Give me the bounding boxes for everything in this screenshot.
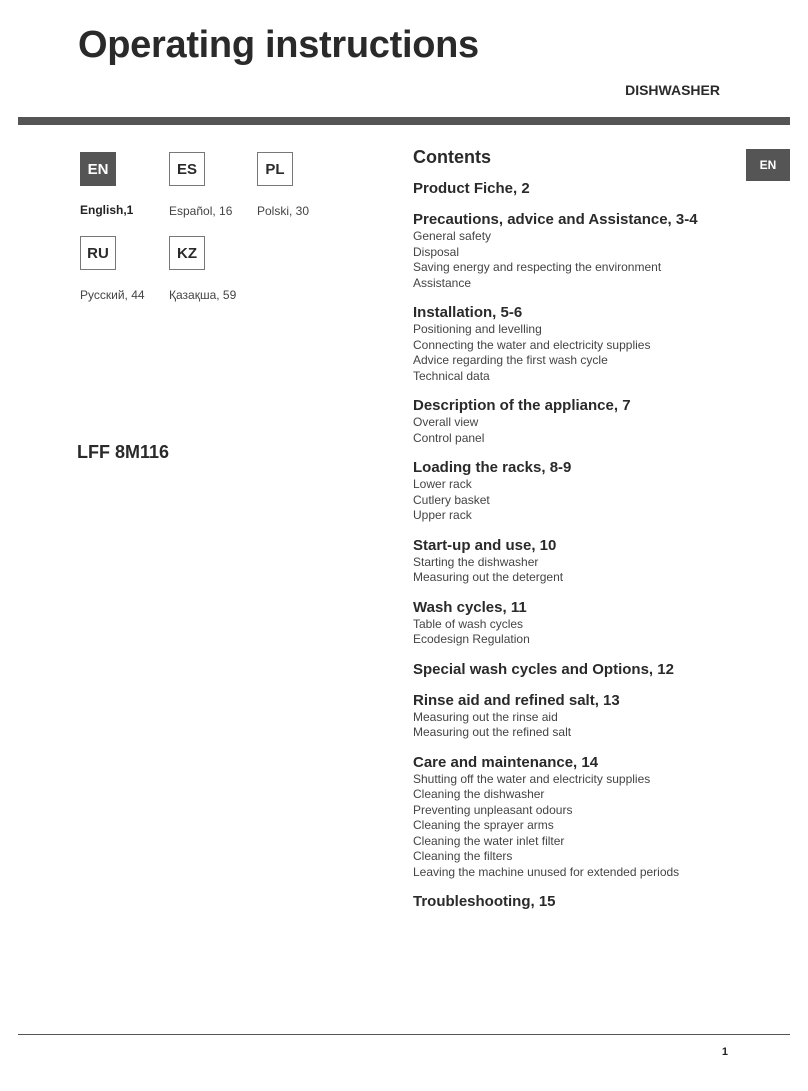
- language-caption-ru: Русский, 44: [80, 288, 145, 302]
- language-box-es[interactable]: ES: [169, 152, 205, 186]
- contents-section-heading[interactable]: Special wash cycles and Options, 12: [413, 660, 674, 678]
- contents-section-heading[interactable]: Wash cycles, 11: [413, 598, 527, 616]
- contents-subitem[interactable]: Starting the dishwasher: [413, 554, 539, 569]
- contents-section-heading[interactable]: Description of the appliance, 7: [413, 397, 631, 414]
- page-title: Operating instructions: [78, 24, 479, 66]
- contents-subitem[interactable]: Upper rack: [413, 508, 472, 522]
- contents-section: [413, 754, 733, 881]
- contents-subitem[interactable]: Cleaning the water inlet filter: [413, 833, 565, 848]
- contents-subitem[interactable]: Cutlery basket: [413, 492, 490, 507]
- contents-section-heading[interactable]: Loading the racks, 8-9: [413, 459, 572, 476]
- header-divider: [18, 117, 790, 125]
- contents-subitem[interactable]: Saving energy and respecting the environment: [413, 260, 662, 274]
- contents-subitem[interactable]: Cleaning the filters: [413, 849, 513, 863]
- language-box-ru[interactable]: RU: [80, 236, 116, 270]
- contents-section: [413, 211, 733, 291]
- contents-subitem[interactable]: Leaving the machine unused for extended periods: [413, 864, 680, 879]
- contents-subitem[interactable]: Connecting the water and electricity supplies: [413, 337, 651, 352]
- contents-subitem[interactable]: Preventing unpleasant odours: [413, 802, 573, 817]
- contents-section: [413, 661, 733, 679]
- contents-subitem[interactable]: Measuring out the detergent: [413, 570, 564, 584]
- language-box-pl[interactable]: PL: [257, 152, 293, 186]
- contents-subitem[interactable]: Shutting off the water and electricity supplies: [413, 771, 651, 786]
- contents-section: [413, 304, 733, 384]
- contents-section: [413, 692, 733, 741]
- contents-section: [413, 893, 733, 911]
- contents-subitem[interactable]: Positioning and levelling: [413, 322, 542, 336]
- language-caption-es: Español, 16: [169, 204, 233, 218]
- contents-subitem[interactable]: Control panel: [413, 430, 485, 445]
- contents-subitem[interactable]: Disposal: [413, 244, 460, 259]
- contents-section-heading[interactable]: Troubleshooting, 15: [413, 893, 556, 910]
- page-number: 1: [721, 1046, 728, 1058]
- contents-subitem[interactable]: Lower rack: [413, 477, 472, 491]
- contents-subitem[interactable]: Measuring out the rinse aid: [413, 709, 558, 724]
- contents-subitem[interactable]: Assistance: [413, 275, 472, 290]
- contents-subitem[interactable]: Overall view: [413, 415, 479, 429]
- language-caption-kz: Қазақша, 59: [169, 288, 237, 302]
- contents-section-heading[interactable]: Installation, 5-6: [413, 304, 523, 321]
- contents-section: [413, 459, 733, 524]
- contents-subitem[interactable]: Advice regarding the first wash cycle: [413, 353, 608, 367]
- contents-section-heading[interactable]: Care and maintenance, 14: [413, 753, 599, 771]
- table-of-contents: [413, 147, 733, 924]
- contents-section: [413, 599, 733, 648]
- contents-section: [413, 180, 733, 198]
- contents-section-heading[interactable]: Product Fiche, 2: [413, 180, 530, 197]
- contents-section: [413, 537, 733, 586]
- contents-subitem[interactable]: Cleaning the dishwasher: [413, 787, 545, 801]
- language-box-kz[interactable]: KZ: [169, 236, 205, 270]
- contents-subitem[interactable]: Cleaning the sprayer arms: [413, 818, 554, 832]
- contents-subitem[interactable]: Ecodesign Regulation: [413, 632, 530, 646]
- document-subtitle: DISHWASHER: [625, 82, 720, 98]
- contents-subitem[interactable]: General safety: [413, 229, 492, 243]
- contents-title: Contents: [413, 147, 491, 167]
- contents-section-heading[interactable]: Start-up and use, 10: [413, 536, 557, 554]
- language-caption-pl: Polski, 30: [257, 204, 310, 218]
- footer-divider: [18, 1034, 790, 1035]
- contents-subitem[interactable]: Table of wash cycles: [413, 616, 524, 631]
- language-tab: EN: [746, 149, 790, 181]
- contents-section-heading[interactable]: Precautions, advice and Assistance, 3-4: [413, 211, 698, 228]
- contents-subitem[interactable]: Technical data: [413, 368, 490, 383]
- contents-section-heading[interactable]: Rinse aid and refined salt, 13: [413, 691, 620, 709]
- language-box-en[interactable]: EN: [80, 152, 116, 186]
- language-caption-en: English,1: [80, 203, 134, 217]
- model-number: LFF 8M116: [77, 442, 170, 462]
- contents-section: [413, 397, 733, 446]
- contents-subitem[interactable]: Measuring out the refined salt: [413, 725, 572, 739]
